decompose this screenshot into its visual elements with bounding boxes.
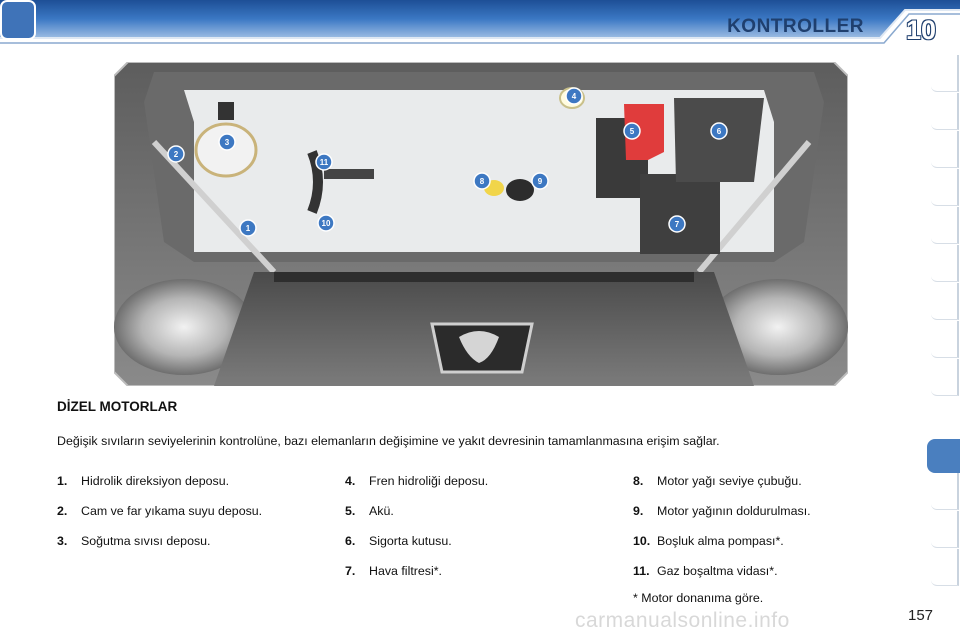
item-text: Fren hidroliği deposu. — [369, 474, 489, 488]
chapter-tab[interactable] — [931, 511, 959, 548]
item-number: 10. — [633, 534, 651, 548]
chapter-tab[interactable] — [931, 283, 959, 320]
page-header — [0, 0, 960, 50]
svg-text:9: 9 — [537, 177, 543, 186]
item-text: Soğutma sıvısı deposu. — [81, 534, 211, 548]
svg-text:3: 3 — [224, 138, 230, 147]
chapter-badge-icon — [0, 0, 36, 40]
list-item — [633, 564, 778, 578]
svg-text:1: 1 — [245, 224, 251, 233]
list-item — [57, 474, 229, 488]
item-number: 7. — [345, 564, 356, 578]
svg-text:8: 8 — [479, 177, 485, 186]
item-text: Boşluk alma pompası*. — [657, 534, 784, 548]
svg-text:2: 2 — [173, 150, 179, 159]
chapter-tab[interactable] — [931, 549, 959, 586]
list-item — [57, 504, 262, 518]
list-item — [345, 504, 394, 518]
item-text: Gaz boşaltma vidası*. — [657, 564, 778, 578]
chapter-tab[interactable] — [931, 321, 959, 358]
svg-text:5: 5 — [629, 127, 635, 136]
svg-text:7: 7 — [674, 220, 680, 229]
item-number: 1. — [57, 474, 68, 488]
chapter-tab[interactable] — [931, 245, 959, 282]
footnote: * Motor donanıma göre. — [633, 591, 764, 605]
svg-text:11: 11 — [319, 158, 329, 167]
item-number: 4. — [345, 474, 356, 488]
chapter-tab-active[interactable] — [927, 439, 960, 473]
list-item — [633, 474, 802, 488]
engine-compartment-photo — [114, 62, 848, 386]
item-text: Sigorta kutusu. — [369, 534, 452, 548]
item-number: 3. — [57, 534, 68, 548]
svg-text:4: 4 — [571, 92, 577, 101]
item-number: 11. — [633, 564, 650, 578]
item-text: Motor yağının doldurulması. — [657, 504, 811, 518]
item-text: Akü. — [369, 504, 394, 518]
item-number: 5. — [345, 504, 356, 518]
chapter-tab[interactable] — [931, 473, 959, 510]
list-item — [57, 534, 211, 548]
chapter-tab[interactable] — [931, 207, 959, 244]
item-number: 9. — [633, 504, 644, 518]
chapter-number: 10 — [905, 15, 937, 45]
item-text: Motor yağı seviye çubuğu. — [657, 474, 802, 488]
item-text: Hava filtresi*. — [369, 564, 442, 578]
page-number: 157 — [908, 607, 934, 624]
section-title: DİZEL MOTORLAR — [57, 399, 178, 414]
chapter-tab[interactable] — [931, 359, 959, 396]
list-item — [633, 534, 784, 548]
chapter-title: KONTROLLER — [727, 16, 864, 37]
svg-text:6: 6 — [716, 127, 722, 136]
item-text: Cam ve far yıkama suyu deposu. — [81, 504, 263, 518]
chapter-tab[interactable] — [931, 169, 959, 206]
chapter-tab[interactable] — [931, 131, 959, 168]
list-item — [345, 534, 452, 548]
intro-text: Değişik sıvıların seviyelerinin kontrolüne, bazı elemanların değişimine ve yakıt devresinin tamamlanmasına erişim sağlar. — [57, 434, 720, 448]
chapter-tabs — [927, 55, 960, 575]
list-item — [633, 504, 811, 518]
item-number: 6. — [345, 534, 356, 548]
chapter-tab[interactable] — [931, 93, 959, 130]
item-text: Hidrolik direksiyon deposu. — [81, 474, 230, 488]
list-item — [345, 564, 442, 578]
watermark: carmanualsonline.info — [575, 609, 790, 632]
chapter-tab[interactable] — [931, 55, 959, 92]
engine-illustration — [114, 62, 848, 386]
list-item — [345, 474, 488, 488]
svg-text:10: 10 — [321, 219, 331, 228]
item-number: 8. — [633, 474, 644, 488]
item-number: 2. — [57, 504, 68, 518]
